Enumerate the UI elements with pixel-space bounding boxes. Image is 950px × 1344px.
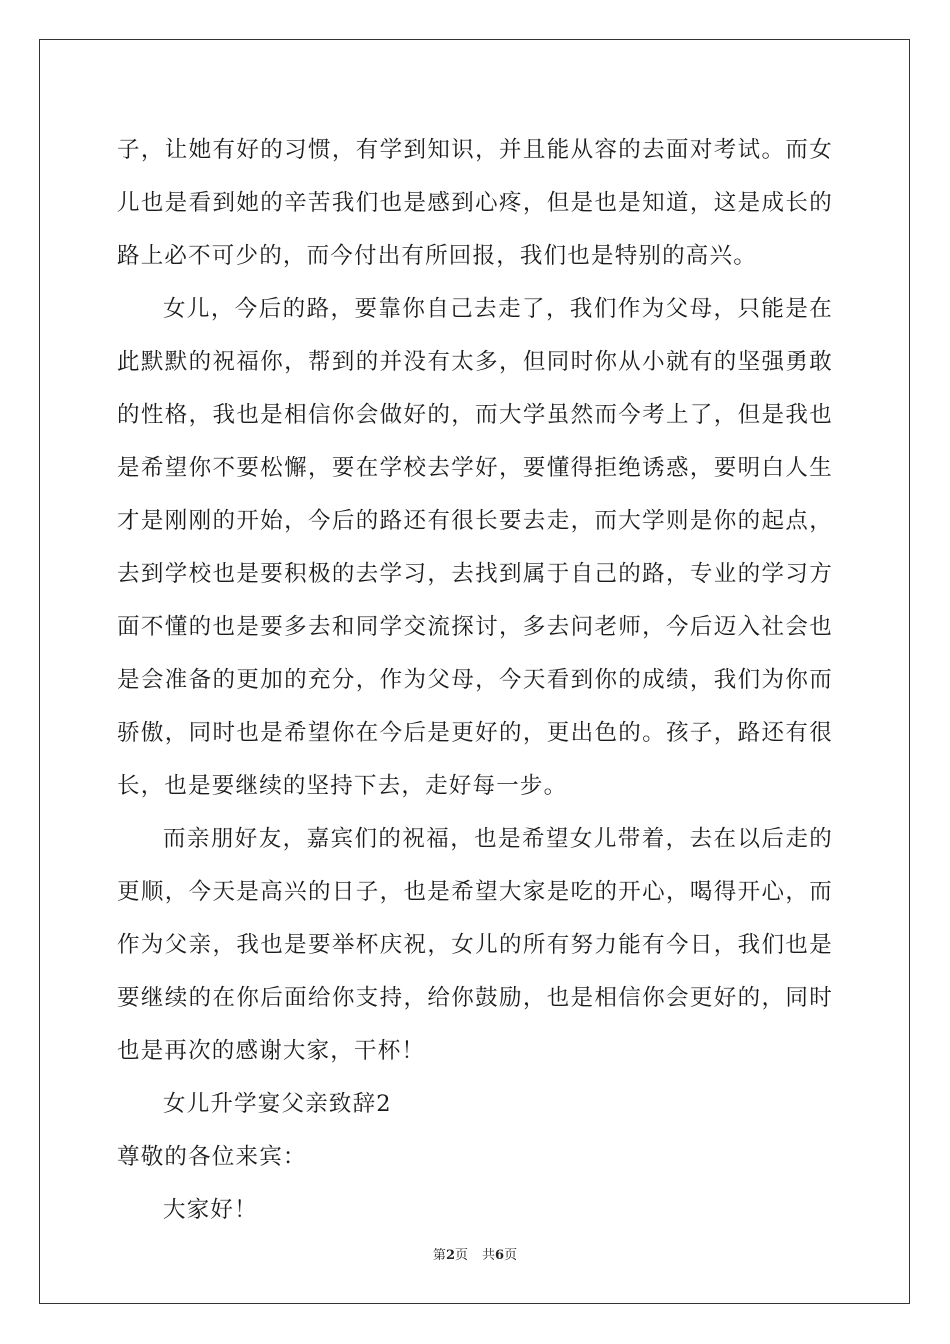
total-pages: 6 — [495, 1248, 505, 1263]
page-prefix: 第 — [432, 1248, 446, 1263]
total-prefix: 共 — [482, 1248, 496, 1263]
document-body — [117, 124, 833, 1237]
page-footer — [0, 1247, 950, 1265]
total-suffix: 页 — [504, 1248, 518, 1263]
page-number: 2 — [445, 1248, 455, 1263]
page-suffix: 页 — [454, 1248, 468, 1263]
greeting: 大家好！ — [163, 1197, 258, 1223]
salutation: 尊敬的各位来宾： — [117, 1144, 307, 1170]
section-heading: 女儿升学宴父亲致辞2 — [163, 1091, 392, 1117]
paragraph-road-ahead: 女儿，今后的路，要靠你自己去走了，我们作为父母，只能是在此默默的祝福你，帮到的并没有太多，但同时你从小就有的坚强勇敢的性格，我也是相信你会做好的，而大学虽然而今考上了，但是我也是希望你不要松懈，要在学校去学好，要懂得拒绝诱惑，要明白人生才是刚刚的开始，今后的路还有很长要去走，而大学则是你的起点，去到学校也是要积极的去学习，去找到属于自己的路，专业的学习方面不懂的也是要多去和同学交流探讨，多去问老师，今后迈入社会也是会准备的更加的充分，作为父母，今天看到你的成绩，我们为你而骄傲，同时也是希望你在今后是更好的，更出色的。孩子，路还有很长，也是要继续的坚持下去，走好每一步。 — [117, 296, 833, 799]
paragraph-toast: 而亲朋好友，嘉宾们的祝福，也是希望女儿带着，去在以后走的更顺，今天是高兴的日子，也是希望大家是吃的开心，喝得开心，而作为父亲，我也是要举杯庆祝，女儿的所有努力能有今日，我们也是要继续的在你后面给你支持，给你鼓励，也是相信你会更好的，同时也是再次的感谢大家，干杯！ — [117, 826, 833, 1064]
paragraph-continuation: 子，让她有好的习惯，有学到知识，并且能从容的去面对考试。而女儿也是看到她的辛苦我们也是感到心疼，但是也是知道，这是成长的路上必不可少的，而今付出有所回报，我们也是特别的高兴。 — [117, 137, 833, 269]
